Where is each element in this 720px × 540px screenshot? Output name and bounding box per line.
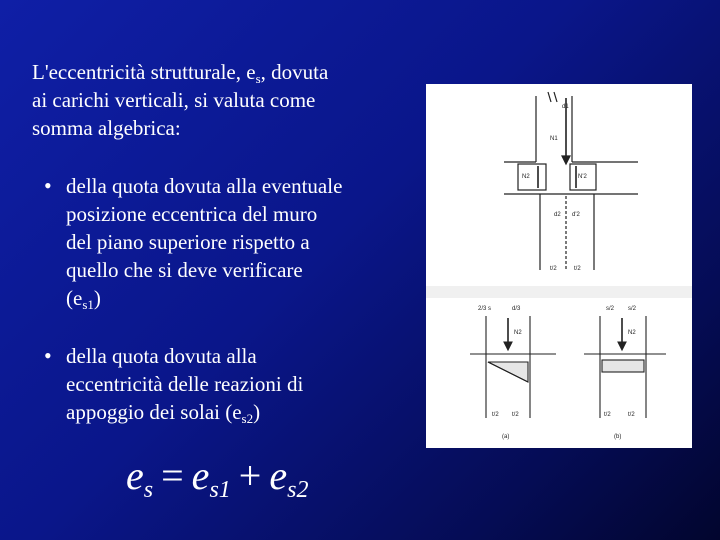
- structural-diagram: [426, 84, 692, 448]
- label-t2-b: t/2: [574, 266, 581, 272]
- label-n1: N1: [550, 136, 558, 142]
- label-a-t2-a: t/2: [492, 412, 499, 418]
- label-a-dims-left: 2/3 s: [478, 306, 492, 312]
- intro-line-2: ai carichi verticali, si valuta come: [32, 88, 316, 112]
- figure-separator: [426, 286, 692, 298]
- bullet-1-line-2: posizione eccentrica del muro: [66, 202, 318, 226]
- bullet-1-line-3: del piano superiore rispetto a: [66, 230, 310, 254]
- label-a-t2-b: t/2: [512, 412, 519, 418]
- label-n2: N2: [522, 174, 530, 180]
- bullet-1-line-4: quello che si deve verificare: [66, 258, 303, 282]
- lower-wall-section: [540, 194, 594, 270]
- caption-a: (a): [502, 434, 510, 440]
- label-n2-prime: N'2: [578, 174, 587, 180]
- bullet-1-line-1: della quota dovuta alla eventuale: [66, 174, 343, 198]
- label-d2-prime: d'2: [572, 212, 580, 218]
- intro-text: [32, 58, 422, 142]
- label-b-dims-left: s/2: [606, 306, 615, 312]
- intro-line-3: somma algebrica:: [32, 116, 181, 140]
- label-b-t2-a: t/2: [604, 412, 611, 418]
- detail-b: [584, 316, 666, 418]
- bullet-dot-icon: •: [44, 173, 52, 198]
- eccentricity-formula: $e_s = e_{s1} + e_{s2}$: [126, 453, 309, 503]
- wall-slab-diagram-svg: [426, 84, 692, 448]
- label-a-n2: N2: [514, 330, 522, 336]
- bullet-2-line-3: appoggio dei solai $(e_{s2})$: [66, 400, 261, 426]
- label-d1: d1: [562, 104, 569, 110]
- detail-a: [470, 316, 556, 418]
- bullet-2-line-2: eccentricità delle reazioni di: [66, 372, 304, 396]
- intro-line-1: L'eccentricità strutturale, $e_s$, dovuta: [32, 60, 329, 86]
- bullet-1-line-5: $(e_{s1})$: [66, 286, 101, 312]
- label-b-t2-b: t/2: [628, 412, 635, 418]
- bullet-dot-icon: •: [44, 343, 52, 368]
- label-a-dims-right: d/3: [512, 306, 521, 312]
- caption-b: (b): [614, 434, 622, 440]
- bullet-2-line-1: della quota dovuta alla: [66, 344, 257, 368]
- label-d2: d2: [554, 212, 561, 218]
- label-b-n2: N2: [628, 330, 636, 336]
- label-t2-a: t/2: [550, 266, 557, 272]
- label-b-dims-right: s/2: [628, 306, 637, 312]
